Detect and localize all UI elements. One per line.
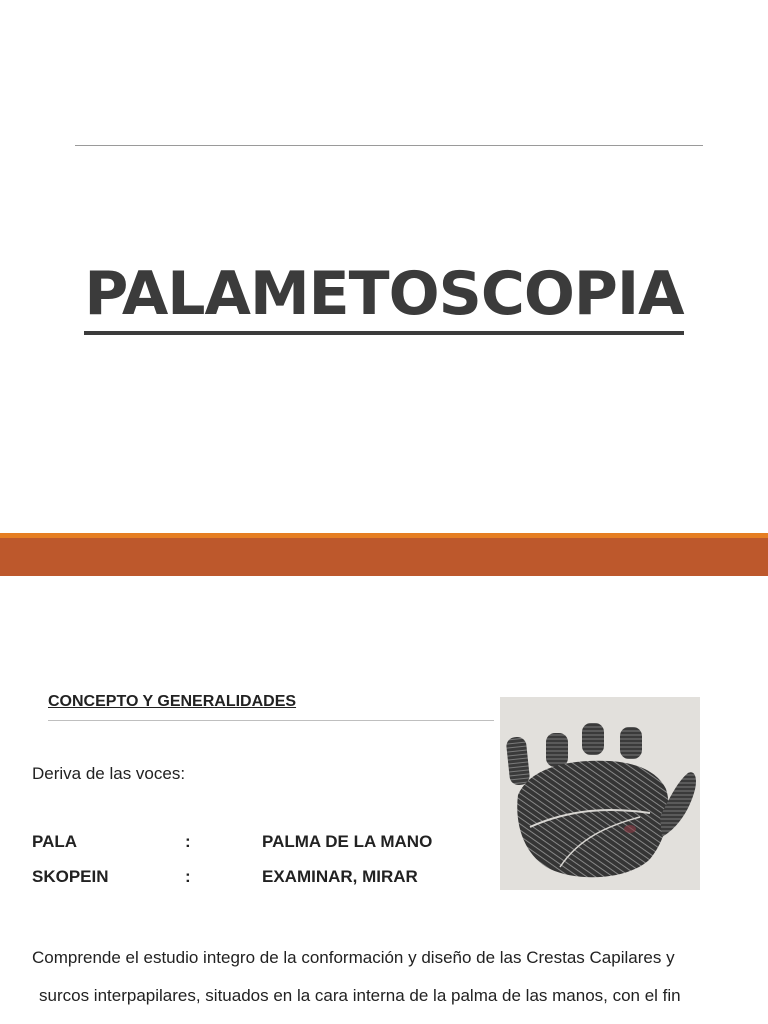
section-heading: CONCEPTO Y GENERALIDADES [48,693,297,710]
term-row [32,832,492,854]
term-row [32,867,492,889]
term-colon: : [185,832,191,851]
term-label: PALA [32,832,78,851]
palm-print-icon [500,697,700,890]
slide-title-wrap [0,254,768,335]
term-meaning: EXAMINAR, MIRAR [262,867,418,886]
accent-band-rust [0,538,768,576]
palm-print-image [500,697,700,890]
paragraph-line: Comprende el estudio integro de la conformación y diseño de las Crestas Capilares y [32,948,675,967]
heading-rule [48,720,494,721]
term-label: SKOPEIN [32,867,109,886]
term-meaning: PALMA DE LA MANO [262,832,433,851]
slide-title: PALAMETOSCOPIA [84,257,683,335]
term-colon: : [185,867,191,886]
intro-text: Deriva de las voces: [32,764,186,783]
paragraph-line: surcos interpapilares, situados en la cara interna de la palma de las manos, con el fin [39,986,681,1005]
top-rule [75,145,703,146]
